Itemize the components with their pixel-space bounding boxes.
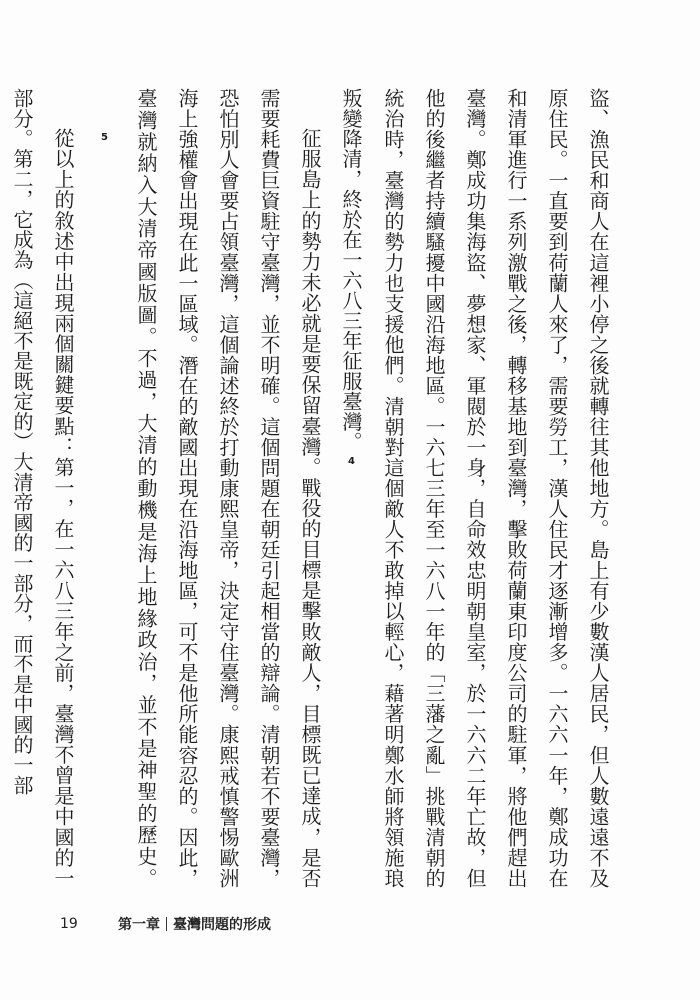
- vertical-text-body: [10, 88, 618, 888]
- chapter-label: 第一章: [118, 917, 160, 933]
- paragraph-2-text: 征服島上的勢力未必就是要保留臺灣。戰役的目標是擊敗敵人，目標既已達成，是否需要耗費巨資駐守臺灣，並不明確。這個問題在朝廷引起相當的辯論。清朝若不要臺灣，恐怕別人會要占領臺灣，這個論述終於打動康熙皇帝，決定守住臺灣。康熙戒慎警惕歐洲海上強權會出現在此一區域。潛在的敵國出現在沿海地區，可不是他所能容忍的。因此，臺灣就納入大清帝國版圖。不過，大清的動機是海上地緣政治，並不是神聖的歷史。: [134, 88, 322, 888]
- paragraph-2: [83, 88, 330, 888]
- chapter-title: 臺灣問題的形成: [173, 917, 271, 933]
- paragraph-1-text: 盜、漁民和商人在這裡小停之後就轉往其他地方。島上有少數漢人居民，但人數遠遠不及原住民。一直要到荷蘭人來了，需要勞工，漢人住民才逐漸增多。一六六一年，鄭成功在和清軍進行一系列激戰之後，轉移基地到臺灣，擊敗荷蘭東印度公司的駐軍，將他們趕出臺灣。鄭成功集海盜、夢想家、軍閥於一身，自命效忠明朝皇室，於一六六二年亡故，但他的後繼者持續騷擾中國沿海地區。一六七三年至一六八一年的「三藩之亂」挑戰清朝的統治時，臺灣的勢力也支援他們。清朝對這個敵人不敢掉以輕心，藉著明鄭水師將領施琅叛變降清，終於在一六八三年征服臺灣。: [339, 88, 610, 888]
- page-footer: [60, 913, 271, 935]
- paragraph-3-text: 從以上的敘述中出現兩個關鍵要點：第一，在一六八三年之前，臺灣不曾是中國的一部分。第二，它成為（這絕不是既定的）大清帝國的一部分，而不是中國的一部: [10, 88, 75, 888]
- footnote-marker-4: 4: [346, 455, 357, 467]
- paragraph-1: [330, 88, 618, 888]
- separator-bar: [166, 917, 167, 931]
- footnote-marker-5: 5: [99, 132, 110, 144]
- page-number: 19: [60, 916, 78, 932]
- paragraph-3: [1, 88, 83, 888]
- running-head: [118, 914, 271, 934]
